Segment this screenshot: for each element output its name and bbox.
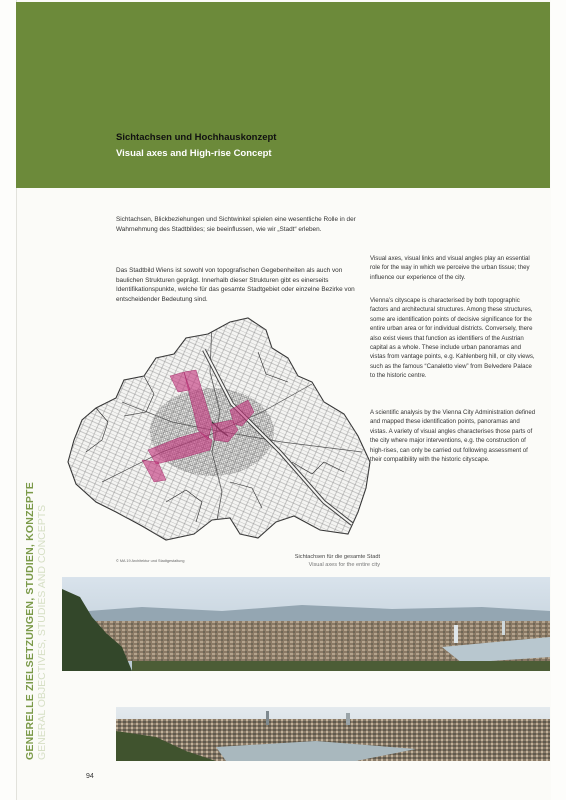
header-band	[16, 2, 550, 188]
page-title-english: Visual axes and High-rise Concept	[116, 148, 272, 159]
english-paragraph: Visual axes, visual links and visual angles play an essential role for the way in which we perceive the urban tissue; they influence our experience of the city.	[370, 255, 530, 281]
city-panorama-photo	[116, 707, 550, 761]
map-credit: © MA 19 Architektur und Stadtgestaltung	[116, 559, 185, 563]
city-panorama-photo	[62, 577, 550, 671]
map-caption	[270, 553, 380, 569]
page-number: 94	[86, 773, 94, 780]
page-title-german: Sichtachsen und Hochhauskonzept	[116, 132, 277, 143]
section-title-english: GENERAL OBJECTIVES, STUDIES AND CONCEPTS	[36, 504, 48, 760]
map-caption-english: Visual axes for the entire city	[308, 562, 380, 568]
city-map-graphic	[62, 312, 372, 548]
english-paragraph: A scientific analysis by the Vienna City Administration defined and mapped these identification points, panoramas and vistas. A variety of visual angles characterises those parts of the city where major interventions, e.g. the construction of high-rises, can only be carried out following assessment of their compatibility with the historic cityscape.	[370, 409, 536, 464]
german-paragraph: Sichtachsen, Blickbeziehungen und Sichtwinkel spielen eine wesentliche Rolle in der Wahrnehmung des Stadtbildes; sie beeinflussen, wie wir „Stadt“ erleben.	[116, 216, 356, 233]
vienna-visual-axes-map	[62, 312, 372, 548]
section-title-german: GENERELLE ZIELSETZUNGEN, STUDIEN, KONZEPTE	[24, 482, 36, 760]
section-sidebar	[24, 482, 48, 760]
german-paragraph: Das Stadtbild Wiens ist sowohl von topografischen Gegebenheiten als auch von baulichen Strukturen geprägt. Innerhalb dieser Strukturen gibt es einerseits Identifikationspunkte, welche für das gesamte Stadtgebiet oder einzelne Bezirke von entscheidender Bedeutung sind.	[116, 267, 355, 303]
english-paragraph: Vienna’s cityscape is characterised by both topographic factors and architectural structures. Among these structures, some are identification points of decisive significance for the entire urban area or for individual districts. Conversely, there also exist views that function as identifiers of the Austrian capital as a whole. These include urban panoramas and vistas from vantage points, e.g. Kahlenberg hill, or city views, such as the famous “Canaletto view” from Belvedere Palace to the historic centre.	[370, 297, 535, 380]
map-caption-german: Sichtachsen für die gesamte Stadt	[294, 554, 380, 560]
